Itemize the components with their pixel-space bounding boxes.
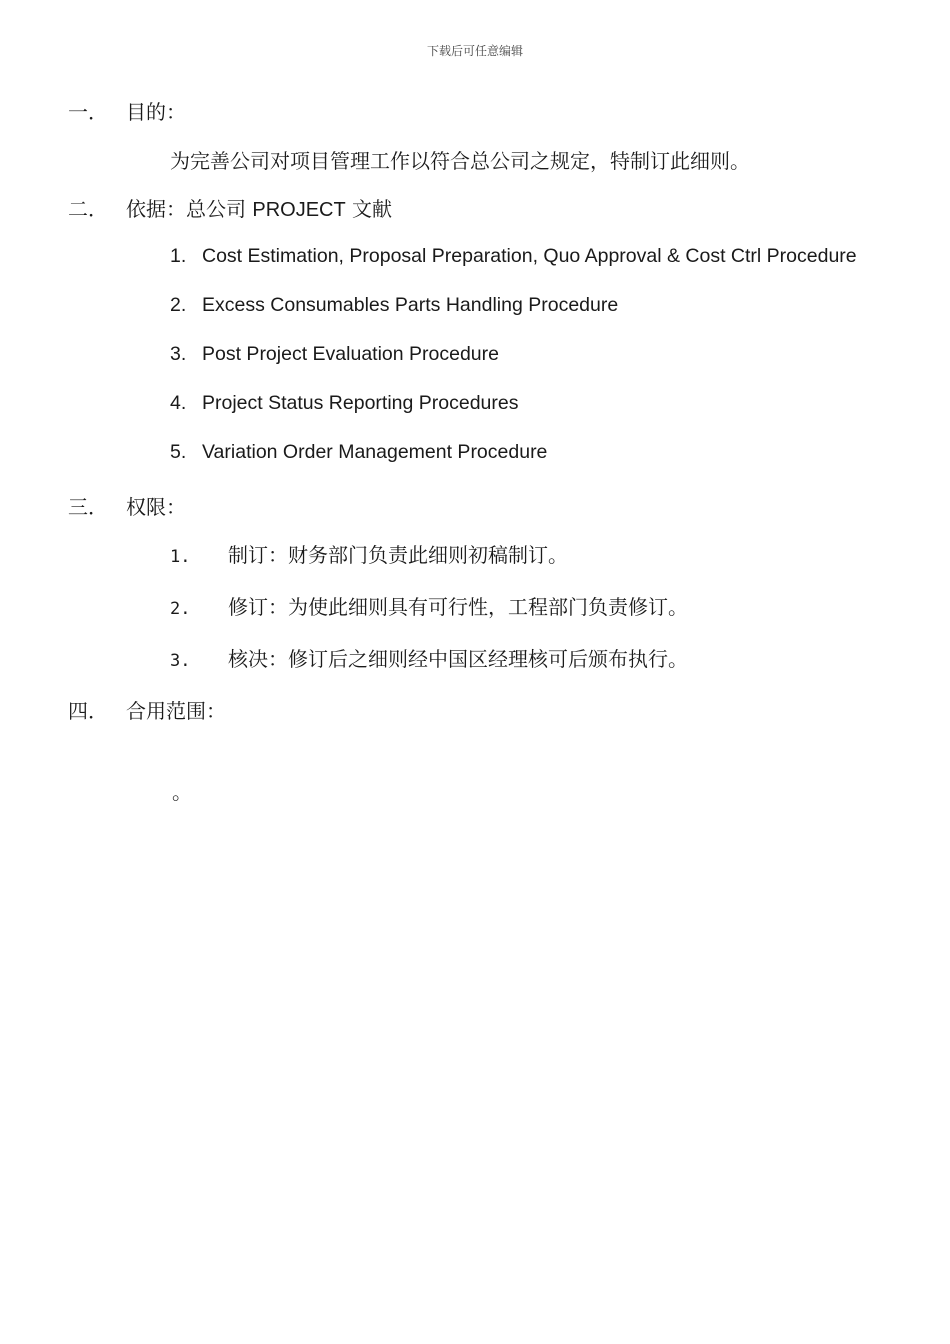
list-item-number: 2. (170, 294, 187, 316)
list-item (170, 245, 857, 268)
section-number: 四． (68, 699, 108, 723)
scope-paragraph: 。 (172, 780, 192, 804)
section-authority-heading (68, 491, 186, 520)
section-number: 一． (68, 100, 108, 124)
list-item-number: 3. (170, 651, 191, 671)
list-item (170, 392, 519, 415)
page-header: 下载后可任意编辑 (426, 44, 523, 58)
section-number: 二． (68, 197, 108, 221)
list-item (170, 591, 688, 620)
list-item-text: 制订：财务部门负责此细则初稿制订。 (228, 543, 568, 567)
list-item-number: 3. (170, 343, 187, 365)
list-item (170, 643, 688, 672)
list-item-text: Variation Order Management Procedure (202, 441, 548, 463)
list-item (170, 343, 499, 366)
list-item-number: 4. (170, 392, 187, 414)
section-title-latin: PROJECT (252, 199, 346, 221)
list-item-number: 2. (170, 599, 191, 619)
section-purpose-heading (68, 96, 186, 125)
section-basis-heading (68, 193, 392, 222)
list-item (170, 294, 618, 317)
section-title: 权限： (126, 495, 186, 519)
list-item-text: Cost Estimation, Proposal Preparation, Quo Approval & Cost Ctrl Procedure (202, 245, 857, 267)
section-title: 目的： (126, 100, 186, 124)
list-item-text: 核决：修订后之细则经中国区经理核可后颁布执行。 (228, 647, 688, 671)
section-title-suffix: 文献 (345, 197, 393, 221)
list-item-number: 5. (170, 441, 187, 463)
section-scope-heading (68, 695, 226, 724)
list-item (170, 539, 568, 568)
list-item-text: Project Status Reporting Procedures (202, 392, 519, 414)
list-item-text: 修订：为使此细则具有可行性，工程部门负责修订。 (228, 595, 688, 619)
list-item-number: 1. (170, 547, 191, 567)
section-title: 合用范围： (126, 699, 226, 723)
list-item-text: Excess Consumables Parts Handling Procedure (202, 294, 619, 316)
list-item (170, 441, 547, 464)
section-number: 三． (68, 495, 108, 519)
list-item-text: Post Project Evaluation Procedure (202, 343, 499, 365)
purpose-paragraph: 为完善公司对项目管理工作以符合总公司之规定，特制订此细则。 (170, 149, 750, 173)
section-title-prefix: 依据：总公司 (126, 197, 253, 221)
list-item-number: 1. (170, 245, 187, 267)
